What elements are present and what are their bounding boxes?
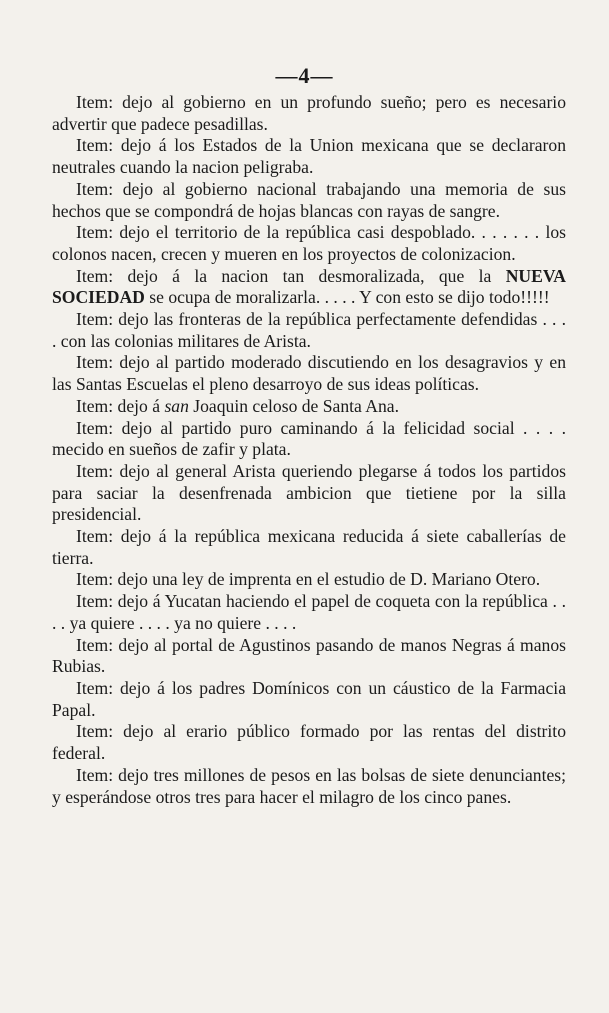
paragraph-text: Joaquin celoso de Santa Ana. [188,395,399,416]
paragraph-text: Item: dejo á la nacion tan desmoralizada, que la [76,265,506,286]
paragraph: Item: dejo el territorio de la república casi despoblado. . . . . . . los colonos nacen, crecen y mueren en los proyectos de colonizacion. [52,222,566,264]
paragraph [52,396,566,418]
paragraph: Item: dejo al gobierno en un profundo sueño; pero es necesario advertir que padece pesadillas. [52,92,566,134]
italic-word: san [164,395,189,416]
paragraph: Item: dejo al portal de Agustinos pasando de manos Negras á manos Rubias. [52,634,566,677]
paragraph-text: Item: dejo á [76,395,165,416]
paragraph: Item: dejo á Yucatan haciendo el papel de coqueta con la república . . . . ya quiere . . . . ya no quiere . . . . [52,591,566,633]
paragraph: Item: dejo al erario público formado por las rentas del distrito federal. [52,721,566,764]
paragraph: Item: dejo á los padres Domínicos con un cáustico de la Farmacia Papal. [52,677,566,720]
paragraph-text: se ocupa de moralizarla. . . . . Y con esto se dijo todo!!!!! [144,287,550,308]
page-number: —4— [275,63,334,88]
paragraph: Item: dejo á la república mexicana reducida á siete caballerías de tierra. [52,526,566,568]
body-text [52,92,566,808]
paragraph: Item: dejo al partido puro caminando á la felicidad social . . . . mecido en sueños de zafir y plata. [52,417,566,460]
newspaper-name: NUEVA SOCIEDAD [52,265,566,308]
paragraph: Item: dejo al partido moderado discutiendo en los desagravios y en las Santas Escuelas el pleno desarroyo de sus ideas políticas. [52,352,566,395]
paragraph: Item: dejo las fronteras de la república perfectamente defendidas . . . . con las colonias militares de Arista. [52,309,566,351]
paragraph: Item: dejo al gobierno nacional trabajando una memoria de sus hechos que se compondrá de hojas blancas con rayas de sangre. [52,178,566,221]
paragraph: Item: dejo una ley de imprenta en el estudio de D. Mariano Otero. [76,569,541,590]
paragraph: Item: dejo tres millones de pesos en las bolsas de siete denunciantes; y esperándose otros tres para hacer el milagro de los cinco panes. [52,764,566,807]
paragraph [52,266,566,309]
paragraph: Item: dejo al general Arista queriendo plegarse á todos los partidos para saciar la desenfrenada ambicion que tietiene por la silla presidencial. [52,460,566,525]
paragraph: Item: dejo á los Estados de la Union mexicana que se declararon neutrales cuando la nacion peligraba. [52,135,566,178]
